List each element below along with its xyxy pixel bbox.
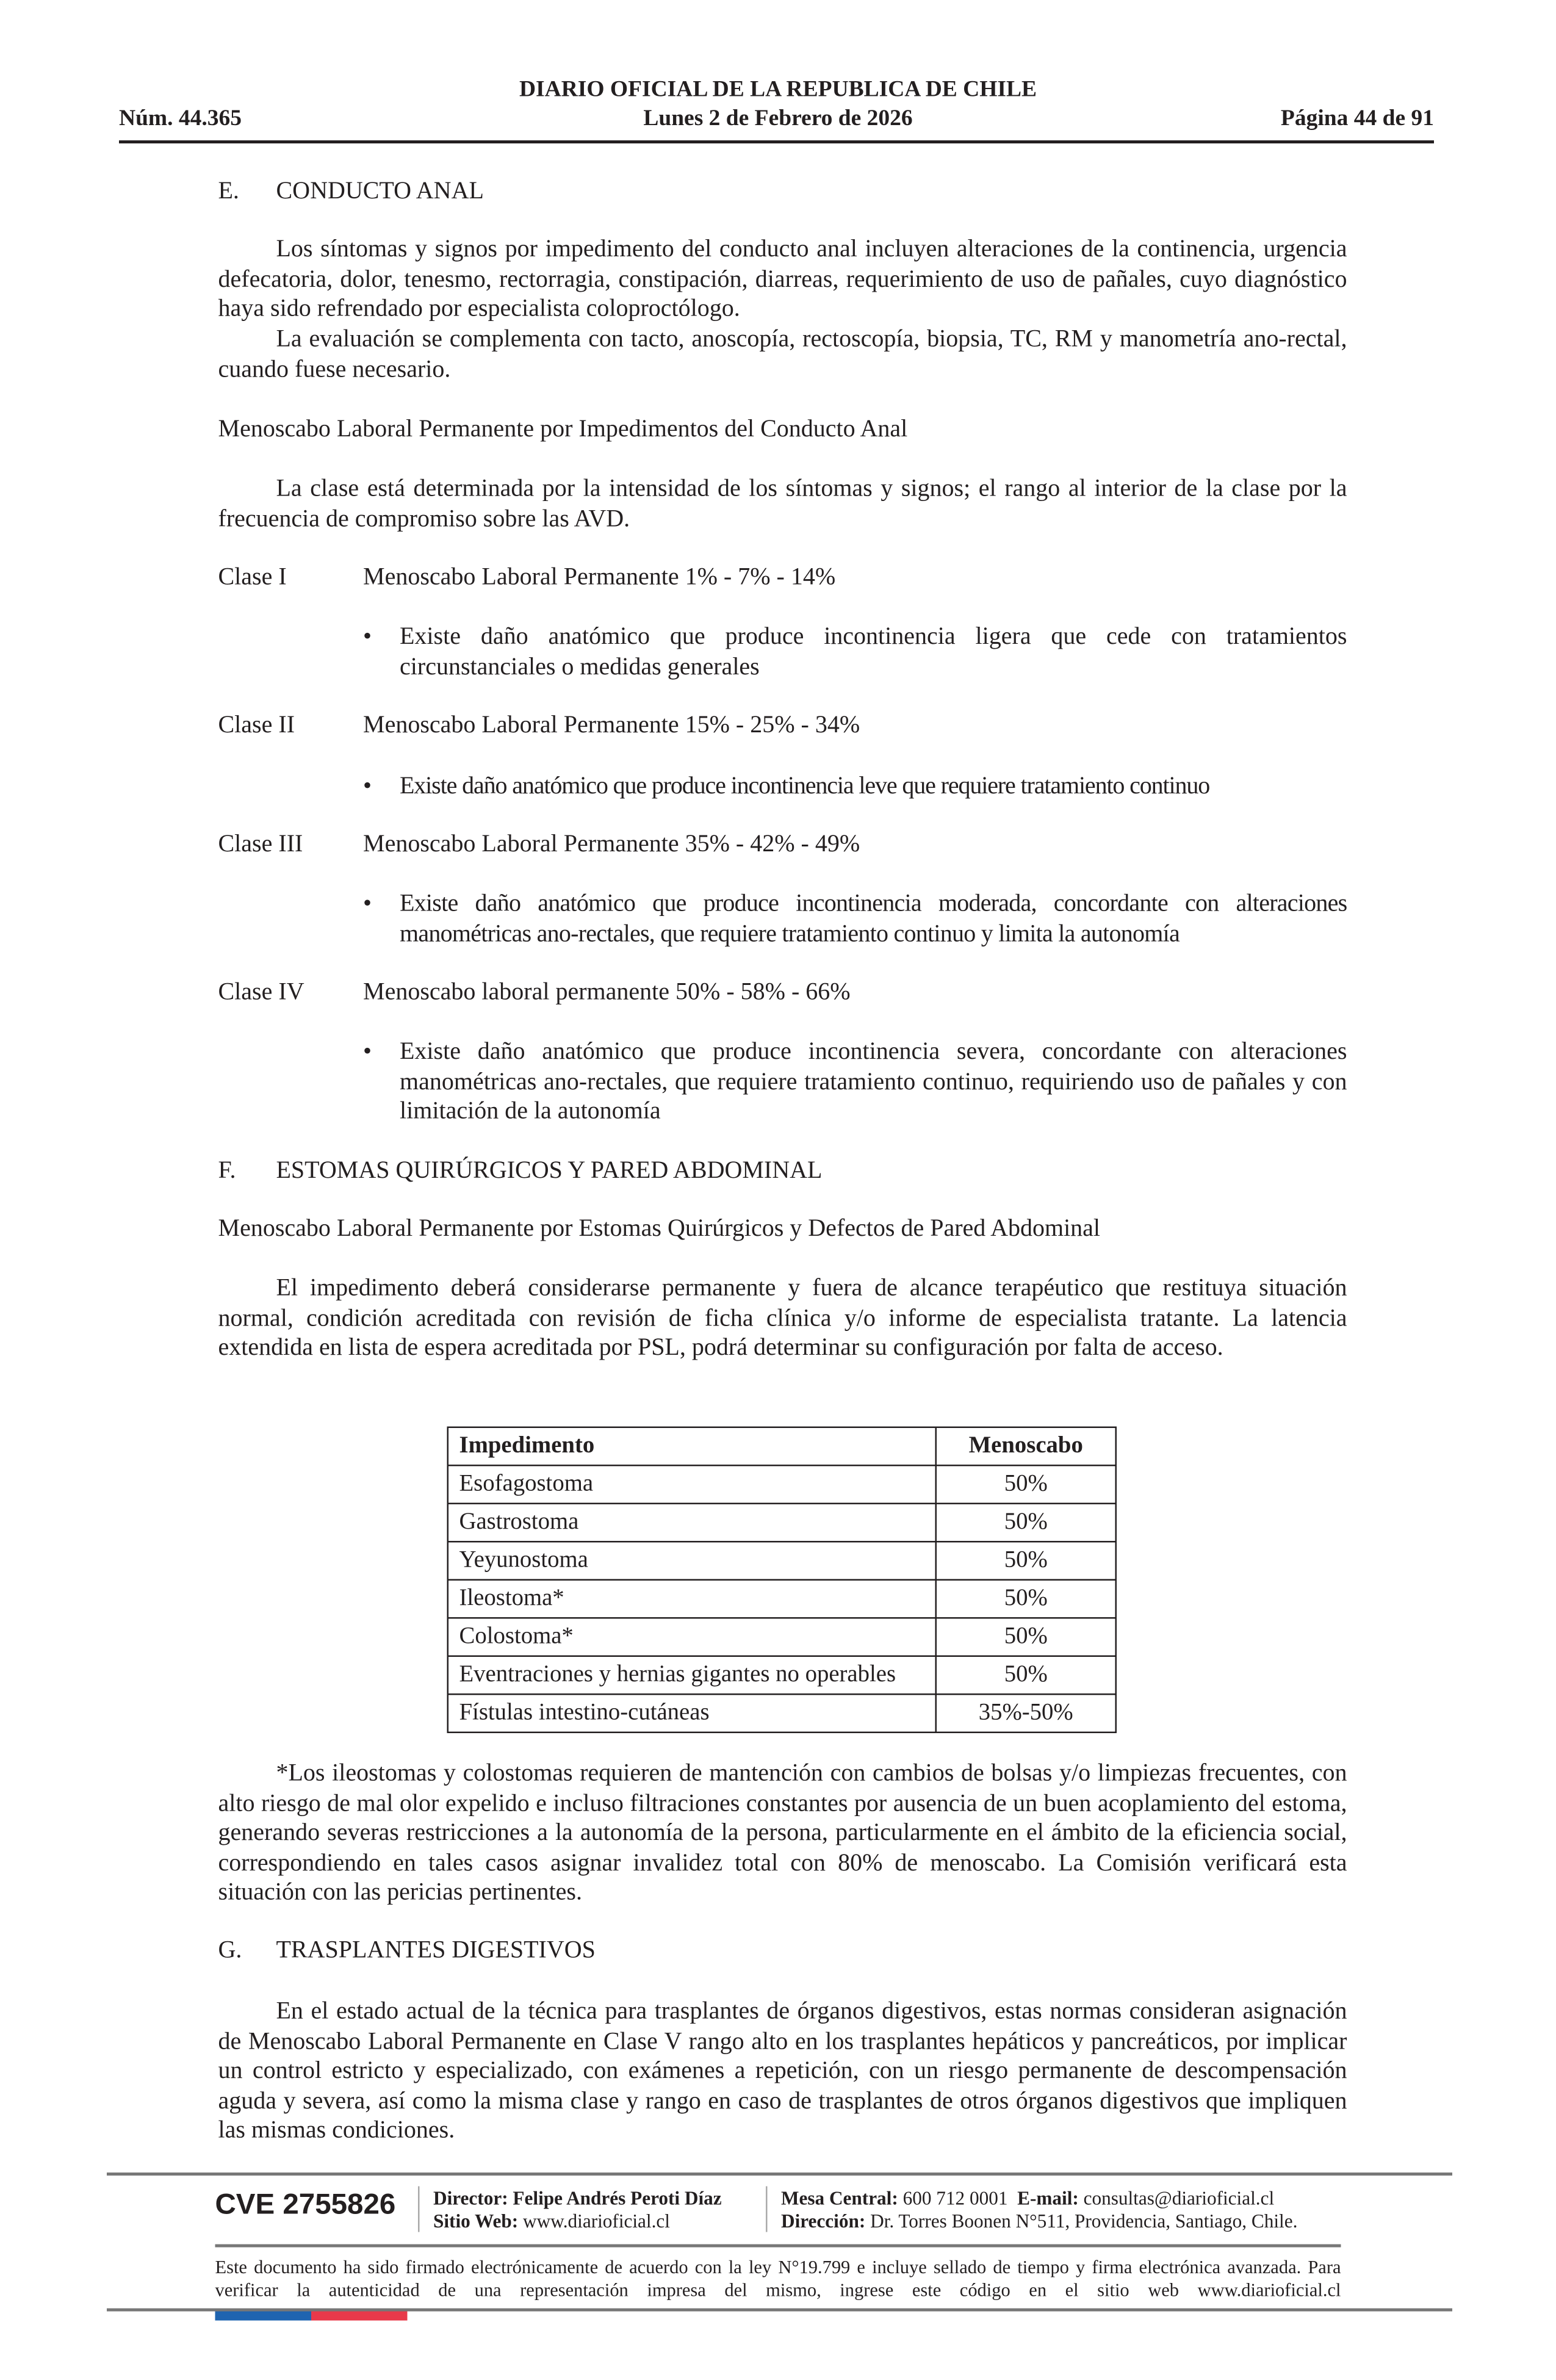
table-cell: Gastrostoma <box>448 1504 936 1542</box>
class-value: Menoscabo Laboral Permanente 1% - 7% - 14% <box>363 564 836 591</box>
bullet-icon: • <box>363 624 372 650</box>
bullet-icon: • <box>363 773 371 799</box>
flag-red-bar <box>311 2312 408 2321</box>
table-cell: Ileostoma* <box>448 1580 936 1618</box>
table-cell: 50% <box>936 1542 1116 1580</box>
table-cell: Yeyunostoma <box>448 1542 936 1580</box>
director-info: Director: Felipe Andrés Peroti Díaz Sitio Web: www.diarioficial.cl <box>433 2188 722 2232</box>
column-header: Menoscabo <box>936 1427 1116 1466</box>
column-header: Impedimento <box>448 1427 936 1466</box>
class-label: Clase II <box>218 712 295 738</box>
section-f-letter: F. <box>218 1158 236 1184</box>
bullet-item: • Existe daño anatómico que produce incontinencia ligera que cede con tratamientos circunstanciales o medidas generales <box>363 622 1347 682</box>
class-value: Menoscabo Laboral Permanente 15% - 25% - 34% <box>363 712 860 738</box>
table-row <box>448 1580 1116 1618</box>
table-cell: 50% <box>936 1580 1116 1618</box>
issue-number: Núm. 44.365 <box>119 107 242 131</box>
impairment-table <box>447 1427 1117 1734</box>
table-cell: 50% <box>936 1618 1116 1656</box>
paragraph: La evaluación se complementa con tacto, anoscopía, rectoscopía, biopsia, TC, RM y manometría ano-rectal, cuando fuese necesario. <box>218 326 1347 383</box>
table-row <box>448 1504 1116 1542</box>
table-cell: 50% <box>936 1504 1116 1542</box>
bullet-icon: • <box>363 1039 372 1065</box>
paragraph: En el estado actual de la técnica para trasplantes de órganos digestivos, estas normas consideran asignación de Menoscabo Laboral Permanente en Clase V rango alto en los trasplantes hepáticos y pancreáticos, por implicar un control estricto y especializado, con exámenes a repetición, con un riesgo permanente de descompensación aguda y severa, así como la misma clase y rango en caso de trasplantes de otros órganos digestivos que impliquen las mismas condiciones. <box>218 1999 1347 2144</box>
contact-info: Mesa Central: 600 712 0001 E-mail: consultas@diarioficial.cl Dirección: Dr. Torres Boonen N°511, Providencia, Santiago, Chile. <box>781 2188 1298 2232</box>
paragraph: El impedimento deberá considerarse permanente y fuera de alcance terapéutico que restituya situación normal, condición acreditada con revisión de ficha clínica y/o informe de especialista tratante. La latencia extendida en lista de espera acreditada por PSL, podrá determinar su configuración por falta de acceso. <box>218 1275 1347 1361</box>
website-link[interactable]: www.diarioficial.cl <box>523 2210 670 2232</box>
table-row <box>448 1656 1116 1695</box>
subsection-title: Menoscabo Laboral Permanente por Impedimentos del Conducto Anal <box>218 416 908 442</box>
table-cell: 50% <box>936 1465 1116 1504</box>
section-g-letter: G. <box>218 1938 242 1964</box>
header-rule <box>119 140 1434 143</box>
email-link[interactable]: consultas@diarioficial.cl <box>1083 2188 1275 2209</box>
footnote: *Los ileostomas y colostomas requieren de mantención con cambios de bolsas y/o limpiezas frecuentes, con alto riesgo de mal olor expelido e incluso filtraciones constantes por ausencia de un buen acoplamiento del estoma, generando severas restricciones a la autonomía de la persona, particularmente en el ámbito de la eficiencia social, correspondiendo en tales casos asignar invalidez total con 80% de menoscabo. La Comisión verificará esta situación con las pericias pertinentes. <box>218 1761 1347 1906</box>
class-label: Clase I <box>218 564 287 591</box>
footer-rule <box>107 2173 1452 2176</box>
cve-code: CVE 2755826 <box>215 2189 396 2221</box>
issue-date: Lunes 2 de Febrero de 2026 <box>643 107 913 131</box>
class-value: Menoscabo laboral permanente 50% - 58% - 66% <box>363 979 851 1006</box>
table-row <box>448 1694 1116 1733</box>
table-cell: Colostoma* <box>448 1618 936 1656</box>
class-label: Clase IV <box>218 979 304 1006</box>
paragraph: Los síntomas y signos por impedimento del conducto anal incluyen alteraciones de la continencia, urgencia defecatoria, dolor, tenesmo, rectorragia, constipación, diarreas, requerimiento de uso de pañales, cuyo diagnóstico haya sido refrendado por especialista coloproctólogo. <box>218 236 1347 322</box>
section-f-heading: ESTOMAS QUIRÚRGICOS Y PARED ABDOMINAL <box>276 1158 823 1184</box>
class-value: Menoscabo Laboral Permanente 35% - 42% - 49% <box>363 831 860 857</box>
divider <box>418 2187 420 2232</box>
table-row <box>448 1618 1116 1656</box>
subsection-title: Menoscabo Laboral Permanente por Estomas Quirúrgicos y Defectos de Pared Abdominal <box>218 1216 1101 1242</box>
class-label: Clase III <box>218 831 303 857</box>
bullet-icon: • <box>363 891 372 917</box>
page-number: Página 44 de 91 <box>1280 107 1434 131</box>
paragraph: La clase está determinada por la intensidad de los síntomas y signos; el rango al interior de la clase por la frecuencia de compromiso sobre las AVD. <box>218 476 1347 532</box>
signature-notice: Este documento ha sido firmado electrónicamente de acuerdo con la ley N°19.799 e incluye sellado de tiempo y firma electrónica avanzada. Para verificar la autenticidad de una representación impresa del mismo, ingrese este código en el sitio web www.diarioficial.cl <box>215 2256 1341 2300</box>
bullet-item: • Existe daño anatómico que produce incontinencia severa, concordante con alteraciones manométricas ano-rectales, que requiere tratamiento continuo, requiriendo uso de pañales y con limitación de la autonomía <box>363 1037 1347 1127</box>
table-row <box>448 1465 1116 1504</box>
bullet-item: • Existe daño anatómico que produce incontinencia moderada, concordante con alteraciones manométricas ano-rectales, que requiere tratamiento continuo y limita la autonomía <box>363 890 1347 950</box>
section-e-heading: CONDUCTO ANAL <box>276 178 484 204</box>
footer-divider <box>215 2245 1341 2248</box>
table-cell: Fístulas intestino-cutáneas <box>448 1694 936 1733</box>
table-cell: Esofagostoma <box>448 1465 936 1504</box>
section-e-letter: E. <box>218 178 239 204</box>
table-cell: 35%-50% <box>936 1694 1116 1733</box>
flag-blue-bar <box>215 2312 312 2321</box>
table-cell: Eventraciones y hernias gigantes no operables <box>448 1656 936 1695</box>
table-cell: 50% <box>936 1656 1116 1695</box>
divider <box>766 2187 768 2232</box>
newspaper-title: DIARIO OFICIAL DE LA REPUBLICA DE CHILE <box>519 78 1037 103</box>
table-row <box>448 1542 1116 1580</box>
section-g-heading: TRASPLANTES DIGESTIVOS <box>276 1938 596 1964</box>
bullet-item: • Existe daño anatómico que produce incontinencia leve que requiere tratamiento continuo <box>363 772 1347 802</box>
table-header-row <box>448 1427 1116 1466</box>
